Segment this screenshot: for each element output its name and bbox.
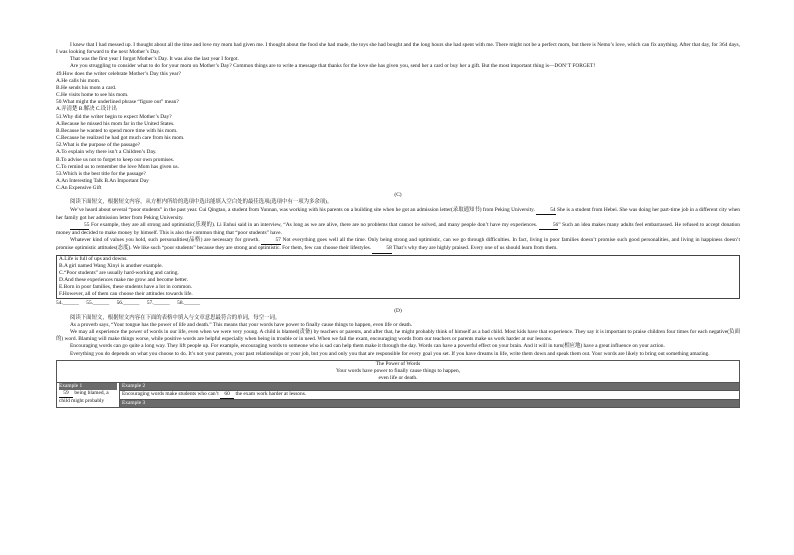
answer-slot-56[interactable]: 56.______ xyxy=(116,300,140,307)
question-line: 50.What might the underlined phrase “figure out” mean? xyxy=(56,99,179,106)
blank-54[interactable]: 54 xyxy=(536,207,555,215)
question-option: C.He visits home to see his mom. xyxy=(56,92,129,99)
question-option: C.To remind us to remember the love Mom has given us. xyxy=(56,163,179,170)
section-d-paragraph: We may all experience the power of words in our life, even when we were very young. A child is blamed(责备) by teachers or parents, and after that, he might probably think of himself as a bad child. Most kids have that experience. They say it is important to praise children four times for each negative(负面的) word. Blaming will make things worse, while positive words are helpful especially when being in trouble or in need. When we fail the exam, encouraging words from our teachers or parents make us work harder at our lessons. xyxy=(56,329,740,343)
power-of-words-table xyxy=(56,360,740,408)
section-d-paragraph: As a proverb says, “Your tongue has the power of life and death.” This means that your words have power to finally cause things to happen, even life or death. xyxy=(70,321,413,328)
answer-line xyxy=(56,300,740,307)
question-option: A.弄清楚 B.解决 C.设计出 xyxy=(56,106,117,113)
option-item: B.A girl named Wang Xinyi is another example. xyxy=(59,262,163,269)
blank-58[interactable]: 58 xyxy=(372,245,391,253)
blank-60[interactable]: 60 xyxy=(220,391,234,399)
section-c-instruction: 阅读下面短文，根据短文内容，从方框内所给的选项中选出能填入空白处的最佳选项(选项中有一项为多余项)。 xyxy=(70,199,333,206)
question-line: 51.Why did the writer begin to expect Mother’s Day? xyxy=(56,113,172,120)
answer-slot-54[interactable]: 54.______ xyxy=(56,300,79,307)
example-1-label: Example 1 xyxy=(59,383,117,390)
question-option: A.Because he missed his mom far in the United States. xyxy=(56,120,175,127)
question-line: 52.What is the purpose of the passage? xyxy=(56,142,140,149)
option-item: F.However, all of them can choose their attitudes towards life. xyxy=(59,291,193,298)
blank-57[interactable]: 57 xyxy=(261,237,280,245)
question-line: 53.Which is the best title for the passage? xyxy=(56,170,146,177)
example-1-text: 59 being blamed, a child might probably xyxy=(59,389,109,404)
worksheet-page xyxy=(56,42,740,408)
blank-56[interactable]: 56 xyxy=(539,222,558,230)
question-option: B.To advise us not to forget to keep our own promises. xyxy=(56,156,175,163)
question-option: C.Because he realized he had got much care from his mom. xyxy=(56,135,185,142)
passage-paragraph: That was the first year I forgot Mother’s Day. It was also the last year I forgot. xyxy=(70,56,239,63)
option-item: C.“Poor students” are usually hard-working and caring. xyxy=(59,269,179,276)
table-title: The Power of Words xyxy=(375,360,421,367)
answer-slot-58[interactable]: 58.______ xyxy=(177,300,201,307)
passage-paragraph: I knew that I had messed up. I thought about all the time and love my mom had given me. I thought about the food she had made, the toys she had bought and the long hours she had spent with me. There might not be a perfect mom, but there is Nemo’s love, which can fix anything. After that day, for 364 days, I was looking forward to the next Mother’s Day. xyxy=(56,42,740,56)
question-option: A.He calls his mom. xyxy=(56,77,101,84)
example-2-label: Example 2 xyxy=(120,382,740,390)
section-c-paragraph: Whatever kind of values you hold, such personalities(品格) are necessary for growth. 57 Not everything goes well all the time. Only being strong and optimistic, can we go through difficulties. In fact, living in poor families doesn’t promise such good personalities, and living in happiness doesn’t promise optimistic attitudes(态度). We like such “poor students” because they are strong and optimistic. For them, few can choose their lifestyles. 58 That’s why they are highly praised. Every one of us should learn from them. xyxy=(56,237,740,253)
question-option: B.He sends his mom a card. xyxy=(56,84,117,91)
passage-paragraph: Are you struggling to consider what to do for your mom on Mother’s Day? Common things are to write a message that thanks for the love she has given you, send her a card or buy her a gift. But the most important thing is—DON’T FORGET! xyxy=(70,63,596,70)
section-d-paragraph: Encouraging words can go quite a long way. They lift people up. For example, encouraging words to someone who is sad can help them make it through the day. Words can have a powerful effect on your brain. And it will in turn(相应地) have a great influence on your action. xyxy=(70,343,665,350)
question-option: C.An Expensive Gift xyxy=(56,185,102,192)
answer-slot-55[interactable]: 55.______ xyxy=(86,300,110,307)
table-subtitle: even life or death. xyxy=(378,374,418,381)
question-option: A.An Interesting Talk B.An Important Day xyxy=(56,177,149,184)
question-list-b xyxy=(56,71,740,193)
section-c-label: (C) xyxy=(394,192,402,199)
example-1-cell xyxy=(57,382,120,407)
example-3-label: Example 3 xyxy=(120,399,740,407)
option-item: E.Born in poor families, these students have a lot in common. xyxy=(59,284,193,291)
question-line: 49.How does the writer celebrate Mother’s Day this year? xyxy=(56,70,181,77)
answer-slot-57[interactable]: 57.______ xyxy=(146,300,170,307)
section-c-paragraph: We’ve heard about several “poor students” in the past year. Cui Qingtao, a student from Yunnan, was working with his parents on a building site when he got an admission letter(录取通知书) from Peking University. 54 She is a student from Hebei. She was doing her part-time job in a different city when her family got her admission letter from Peking University. xyxy=(56,206,740,221)
section-c-paragraph: 55 For example, they are all strong and optimistic(乐观的). Li Enhui said in an interview, “As long as we are alive, there are no problems that cannot be solved, and many people don’t have my experiences. 56” Such an idea makes many adults feel embarrassed. He refused to accept donation money and decided to make money by himself. This is also the common thing that “poor students” have. xyxy=(56,221,740,237)
table-header xyxy=(57,360,740,382)
question-option: A.To explain why there isn’t a Children’s Day. xyxy=(56,149,157,156)
options-box xyxy=(56,255,740,300)
section-d-instruction: 阅读下面短文，根据短文内容在下面的表格中填入与文章意思最符合的单词，每空一词。 xyxy=(70,314,281,321)
section-d-label: (D) xyxy=(394,307,402,314)
option-item: A.Life is full of ups and downs. xyxy=(59,255,128,262)
option-item: D.And these experiences make me grow and become better. xyxy=(59,277,189,283)
table-subtitle: Your words have power to finally cause things to happen, xyxy=(335,367,460,374)
blank-59[interactable]: 59 xyxy=(59,390,73,398)
example-2-text: Encouraging words make students who can’t 60 the exam work harder at lessons. xyxy=(120,390,740,399)
question-option: B.Because he wanted to spend more time with his mom. xyxy=(56,127,178,134)
blank-55[interactable]: 55 xyxy=(70,222,89,230)
section-d-paragraph: Everything you do depends on what you choose to do. It’s not your parents, your past relationships or your job, but you and only you that are responsible for every goal you set. If you have dreams in life, write them down and speak them out. Your words are likely to bring out something amazing. xyxy=(70,350,710,357)
